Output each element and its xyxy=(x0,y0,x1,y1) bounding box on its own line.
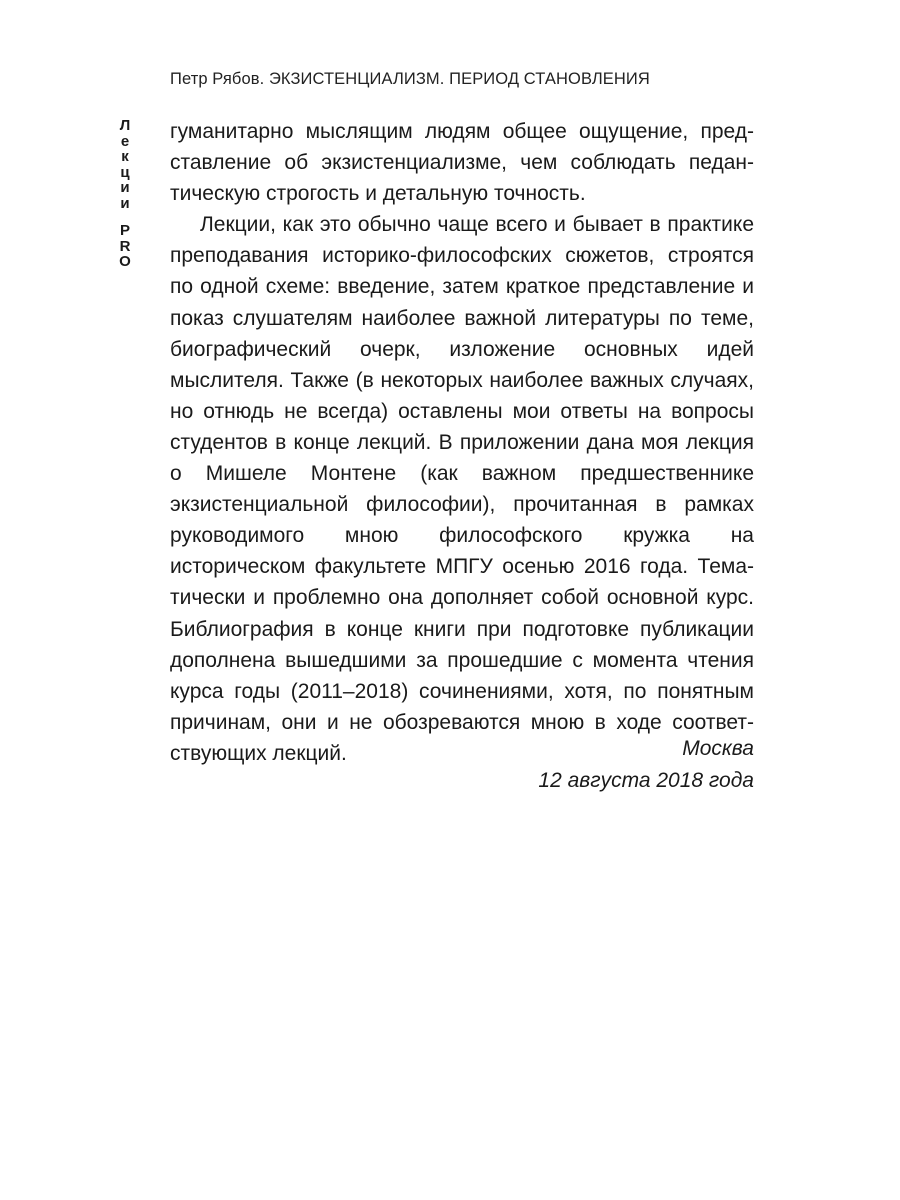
series-letter: Л xyxy=(119,117,131,134)
series-vertical-label xyxy=(112,118,138,270)
signature-block xyxy=(538,733,754,796)
series-letter: R xyxy=(119,237,131,255)
signature-date: 12 августа 2018 года xyxy=(538,768,754,792)
series-letter: и xyxy=(120,179,130,196)
main-text xyxy=(170,116,754,769)
running-header: Петр Рябов. ЭКЗИСТЕНЦИАЛИЗМ. ПЕРИОД СТАНОВЛЕНИЯ xyxy=(170,70,650,88)
signature-place: Москва xyxy=(682,737,754,760)
series-letter: и xyxy=(120,194,130,212)
series-letter: е xyxy=(120,132,130,150)
paragraph: Лекции, как это обычно чаще всего и бывает в практике преподавания историко-философских сюжетов, строятся по одной схеме: введение, затем краткое представление и показ слушателям наиболее важной литературы по теме, биографический очерк, изложение основных идей мыслителя. Также (в некоторых наиболее важных случаях, но отнюдь не всегда) оставлены мои ответы на вопросы студентов в конце лекций. В приложении дана моя лекция о Мишеле Монтене (как важном предшественнике экзистенциальной философии), прочитанная в рамках руководимого мною философского кружка на историческом факультете МПГУ осенью 2016 года. Тематически и проблемно она дополняет собой основной курс. Библиография в конце книги при подготовке публикации дополнена вышедшими за прошедшие с момента чтения курса годы (2011–2018) сочинениями, хотя, по понятным причинам, они и не обозреваются мною в ходе соответствующих лекций. xyxy=(170,213,754,765)
series-letter: ц xyxy=(120,163,130,181)
series-letter: O xyxy=(119,253,131,270)
paragraph: гуманитарно мыслящим людям общее ощущение, представление об экзистенциализме, чем соблюдать педантическую строгость и детальную точность. xyxy=(170,120,754,206)
series-letter: P xyxy=(119,222,130,239)
series-letter: к xyxy=(121,148,129,165)
